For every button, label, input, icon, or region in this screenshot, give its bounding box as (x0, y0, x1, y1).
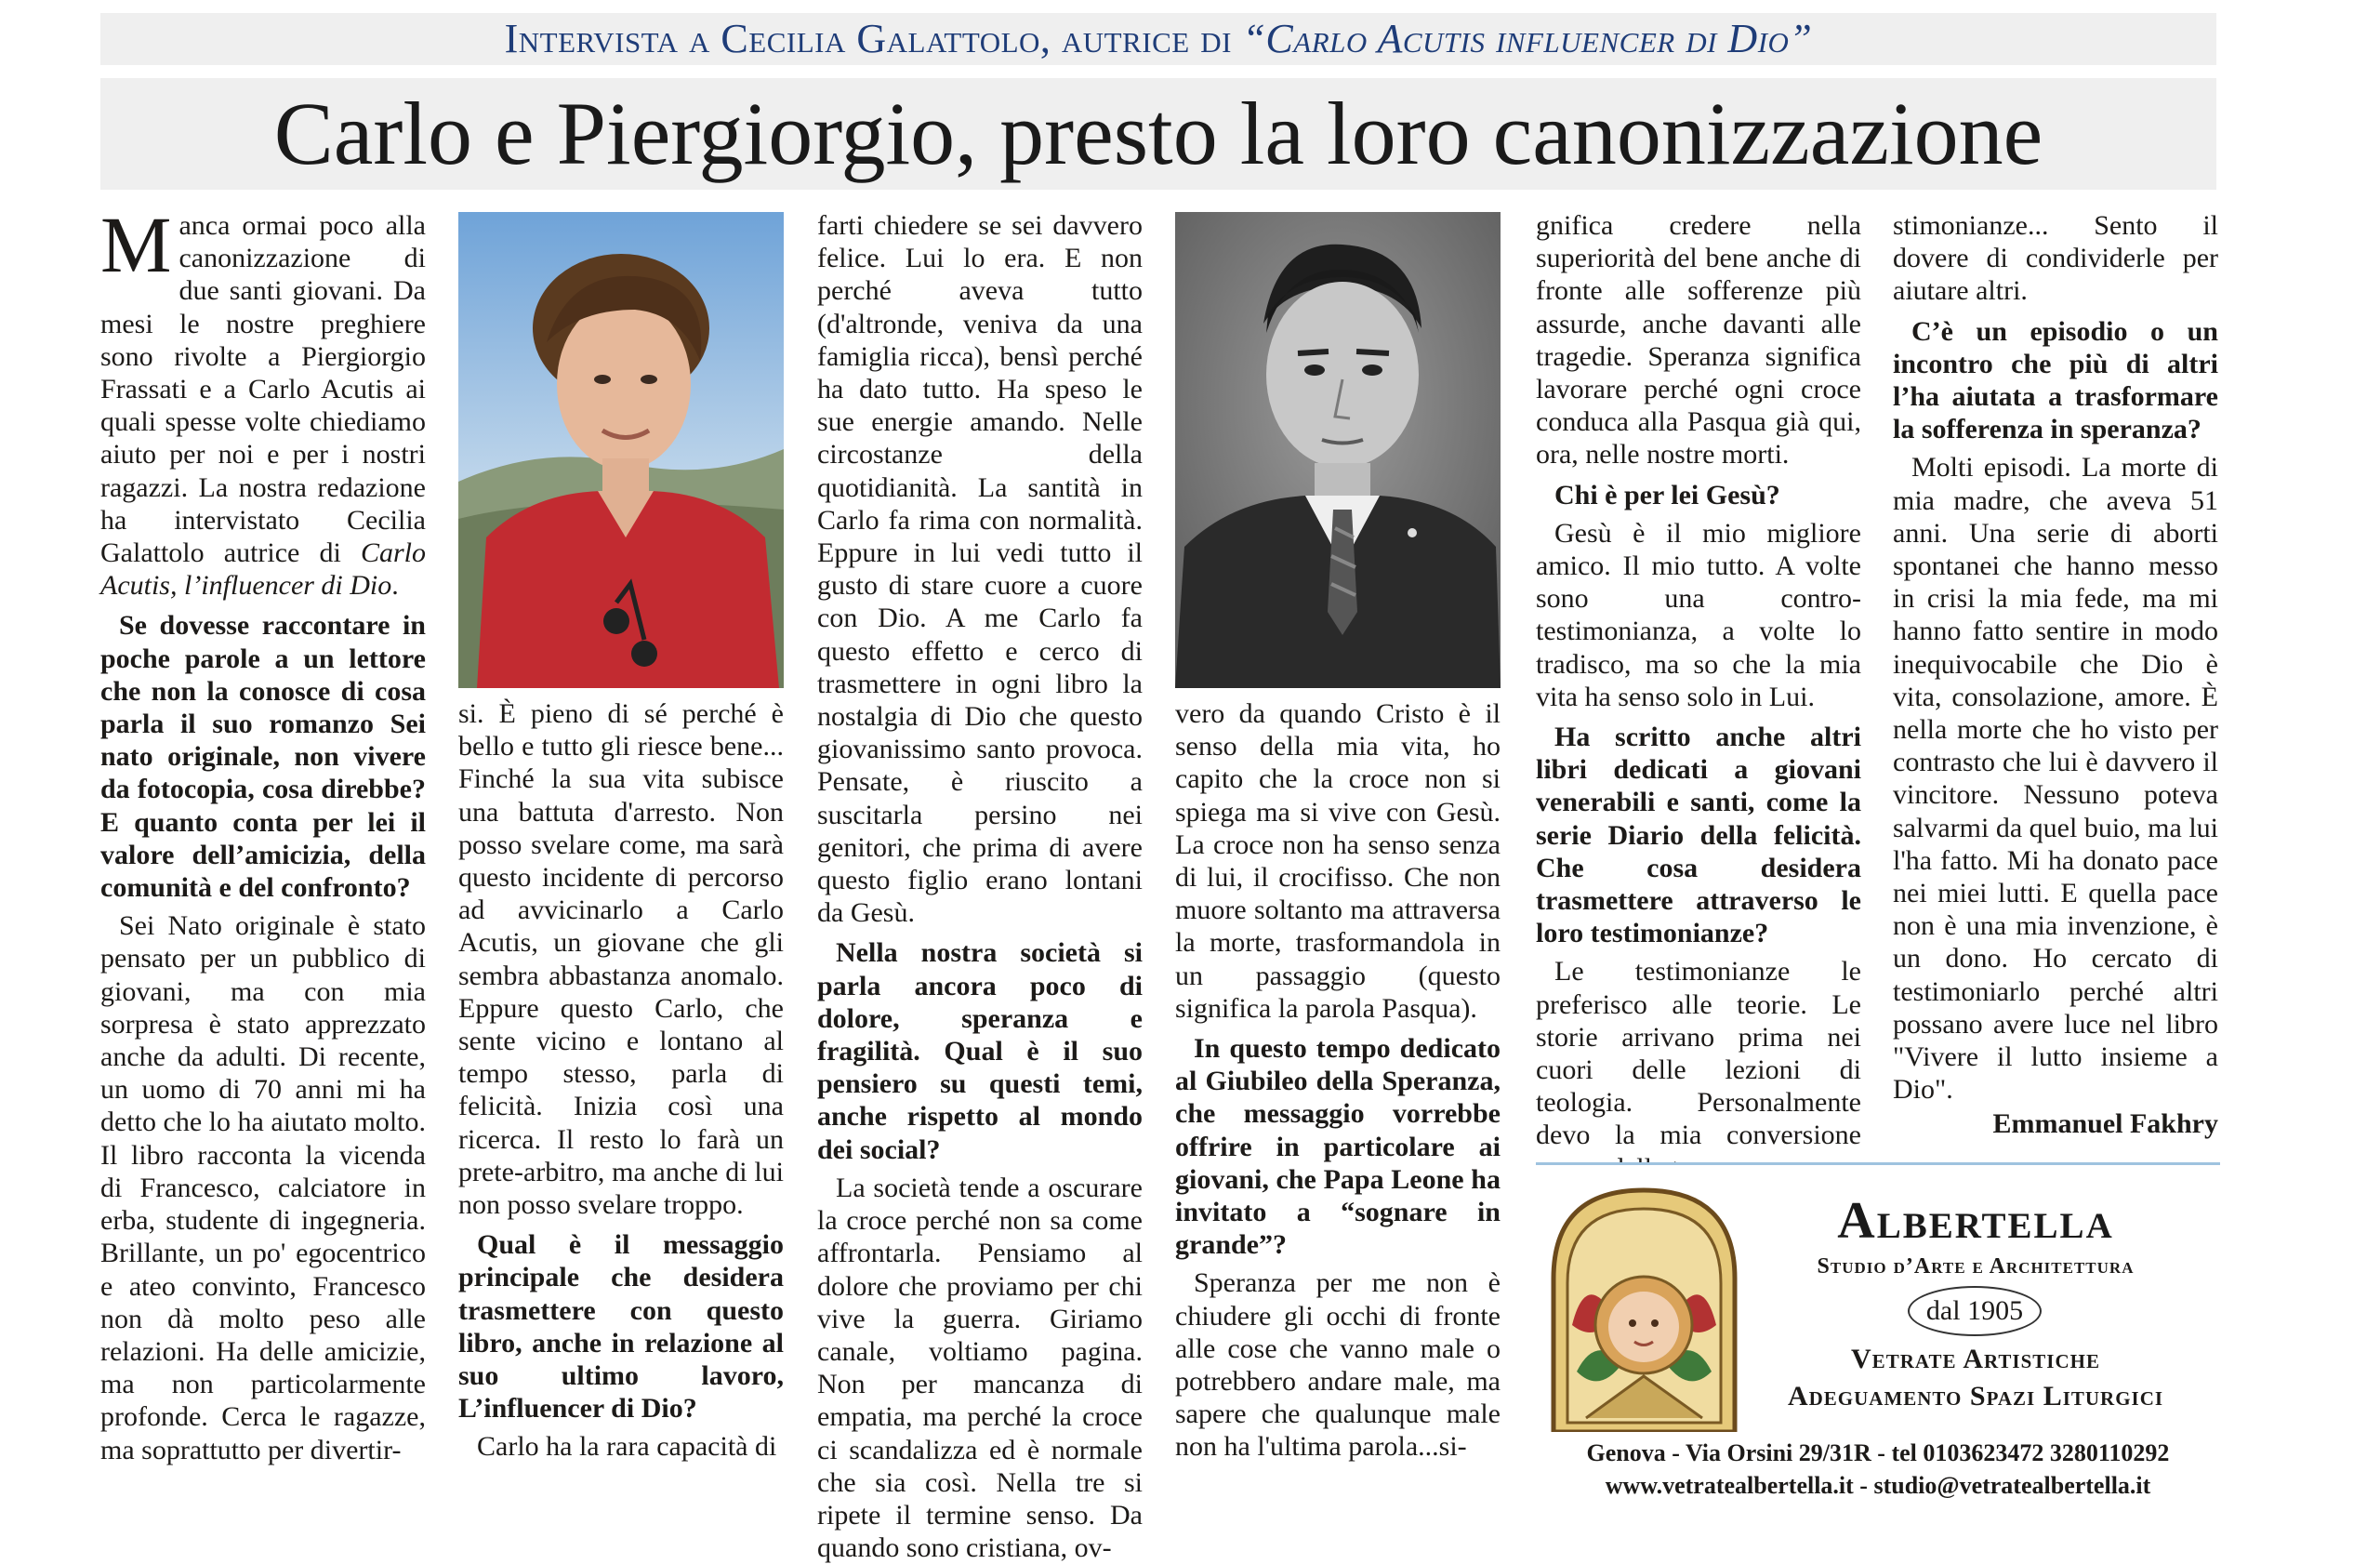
column-5 (1536, 209, 1861, 1185)
kicker-text: Intervista a Cecilia Galattolo, autrice di (504, 16, 1243, 61)
ad-service-1: Vetrate Artistiche (1851, 1344, 2100, 1374)
ad-service-2: Adeguamento Spazi Liturgici (1787, 1381, 2164, 1412)
portrait-young-man-red-shirt (458, 212, 784, 688)
column-4 (1175, 697, 1501, 1464)
photo-piergiorgio-frassati (1175, 212, 1501, 688)
answer-1-continued: si. È pieno di sé perché è bello e tutto gli riesce bene... Finché la sua vita subisce una battuta d'arresto. Non posso svelare come, ma sarà questo incidente di percorso ad avvicinarlo a Carlo Acutis, un giovane che gli sembra abbastanza anomalo. Eppure questo Carlo, che sente vicino e lontano al tempo stesso, parla di felicità. Inizia così una ricerca. Il resto lo farà un prete-arbitro, ma anche di lui non posso svelare troppo. (458, 698, 784, 1221)
answer-1: Sei Nato originale è stato pensato per un pubblico di giovani, ma con mia sorpresa è stato apprezzato anche da adulti. Di recente, un uomo di 70 anni mi ha detto che lo ha aiutato molto. Il libro racconta la vicenda di Francesco, calciatore in erba, studente di ingegneria. Brillante, un po' egocentrico e ateo convinto, Francesco non dà molto peso alle relazioni. Ha delle amicizie, ma non particolarmente profonde. Cerca le ragazze, ma soprattutto per divertir- (100, 910, 426, 1465)
question-3: Nella nostra società si parla ancora poco di dolore, speranza e fragilità. Qual è il suo pensiero su questi temi, anche rispetto al mondo dei social? (817, 937, 1143, 1165)
portrait-man-suit-bw (1175, 212, 1501, 688)
ad-brand: Albertella (1837, 1192, 2114, 1250)
kicker-book-title: “Carlo Acutis influencer di Dio” (1242, 16, 1813, 61)
column-2 (458, 697, 784, 1464)
question-6: Ha scritto anche altri libri dedicati a giovani venerabili e santi, come la serie Diario della felicità. Che cosa desidera trasmettere attraverso le loro testimonianze? (1536, 722, 1861, 949)
answer-3-continued: vero da quando Cristo è il senso della mia vita, ho capito che la croce non si spiega ma si vive con Gesù. La croce non ha senso senza di lui, il crocifisso. Che non muore soltanto ma attraversa la morte, trasformandola in un passaggio (questo significa la parola Pasqua). (1175, 698, 1501, 1024)
column-1 (100, 200, 426, 1466)
answer-2-start: Carlo ha la rara capacità di (477, 1431, 777, 1463)
intro-paragraph (100, 200, 426, 602)
ad-address: Genova - Via Orsini 29/31R - tel 0103623472 3280110292 (1586, 1439, 2170, 1466)
column-6 (1893, 209, 2218, 1141)
intro-text: anca ormai poco alla canonizzazione di due santi giovani. Da mesi le nostre preghiere sono rivolte a Piergiorgio Frassati e a Carlo Acutis ai quali spesse volte chiediamo aiuto per noi e per i nostri ragazzi. La nostra redazione ha intervistato Cecilia Galattolo autrice di (100, 210, 426, 569)
ad-website: www.vetratealbertella.it - studio@vetratealbertella.it (1605, 1472, 2151, 1499)
question-5: Chi è per lei Gesù? (1554, 479, 1780, 510)
ad-subtitle: Studio d’Arte e Architettura (1817, 1254, 2135, 1279)
ad-since-badge: dal 1905 (1908, 1286, 2042, 1336)
kicker-banner (100, 13, 2216, 65)
question-2: Qual è il messaggio principale che desidera trasmettere con questo libro, anche in relazione al suo ultimo lavoro, L’influencer di Dio? (458, 1229, 784, 1425)
photo-carlo-acutis (458, 212, 784, 688)
question-4: In questo tempo dedicato al Giubileo della Speranza, che messaggio vorrebbe offrire in particolare ai giovani, che Papa Leone ha invitato a “sognare in grande”? (1175, 1033, 1501, 1261)
advertisement-albertella (1536, 1162, 2220, 1517)
answer-6: Le testimonianze le preferisco alle teorie. Le storie arrivano prima nei cuori delle lezioni di teologia. Personalmente devo la mia conversione (1536, 956, 1861, 1151)
answer-7: Molti episodi. La morte di mia madre, che aveva 51 anni. Una serie di aborti spontanei che hanno messo in crisi la mia fede, ma mi hanno fatto sentire in modo inequivocabile che Dio è vita, consolazione, amore. È nella morte che ho visto per contrasto che lui è davvero il vincitore. Nessuno poteva salvarmi da quel buio, ma lui l'ha fatto. Mi ha donato pace nei miei lutti. E quella pace non è una mia invenzione, è un dono. Ho cercato di testimoniarlo perché altri possano avere luce nel libro "Vivere il lutto insieme a Dio". (1893, 452, 2218, 1106)
answer-3: La società tende a oscurare la croce perché non sa come affrontarla. Pensiamo al dolore che proviamo per chi vive la guerra. Giriamo canale, voltiamo pagina. Non per mancanza di empatia, ma perché la croce ci scandalizza ed è normale che sia così. Nella tre si ripete il termine senso. Da quando sono cristiana, ov- (817, 1172, 1143, 1564)
answer-4-continued: gnifica credere nella superiorità del bene anche di fronte alle sofferenze più assurde, anche davanti alle tragedie. Speranza significa lavorare perché ogni croce conduca alla Pasqua già qui, ora, nelle nostre morti. (1536, 210, 1861, 471)
column-3 (817, 209, 1143, 1564)
author-signature: Emmanuel Fakhry (1992, 1108, 2218, 1140)
intro-book-title: Carlo Acutis, l’influencer di Dio (100, 537, 426, 602)
answer-5: Gesù è il mio migliore amico. Il mio tutto. A volte sono una contro-testimonianza, a volte lo tradisco, ma so che la mia vita ha senso solo in Lui. (1536, 517, 1861, 712)
intro-end: . (391, 570, 399, 602)
answer-6-continued: stimonianze... Sento il dovere di condividerle per aiutare altri. (1893, 210, 2218, 307)
answer-4: Speranza per me non è chiudere gli occhi di fronte alle cose che vanno male o potrebbero andare male, ma sapere che qualunque male non ha l'ultima parola...si- (1175, 1267, 1501, 1463)
stained-glass-window-icon (1549, 1186, 1739, 1432)
question-7: C’è un episodio o un incontro che più di altri l’ha aiutata a trasformare la sofferenza in speranza? (1893, 315, 2218, 445)
drop-cap: M (100, 200, 172, 289)
answer-2-continued: farti chiedere se sei davvero felice. Lui lo era. E non perché aveva tutto (d'altronde, veniva da una famiglia ricca), bensì perché ha dato tutto. Ha speso le sue energie amando. Nelle circostanze della quotidianità. La santità in Carlo fa rima con normalità. Eppure in lui vedi tutto il gusto di stare cuore a cuore con Dio. A me Carlo fa questo effetto e cerco di trasmettere in ogni libro la nostalgia di Dio che questo giovanissimo santo provoca. Pensate, è riuscito a suscitarla persino nei genitori, che prima di avere questo figlio erano lontani da Gesù. (817, 210, 1143, 929)
question-1: Se dovesse raccontare in poche parole a un lettore che non la conosce di cosa parla il suo romanzo Sei nato originale, non vivere da fotocopia, cosa direbbe? E quanto conta per lei il valore dell’amicizia, della comunità e del confronto? (100, 610, 426, 904)
headline: Carlo e Piergiorgio, presto la loro canonizzazione (100, 78, 2216, 190)
